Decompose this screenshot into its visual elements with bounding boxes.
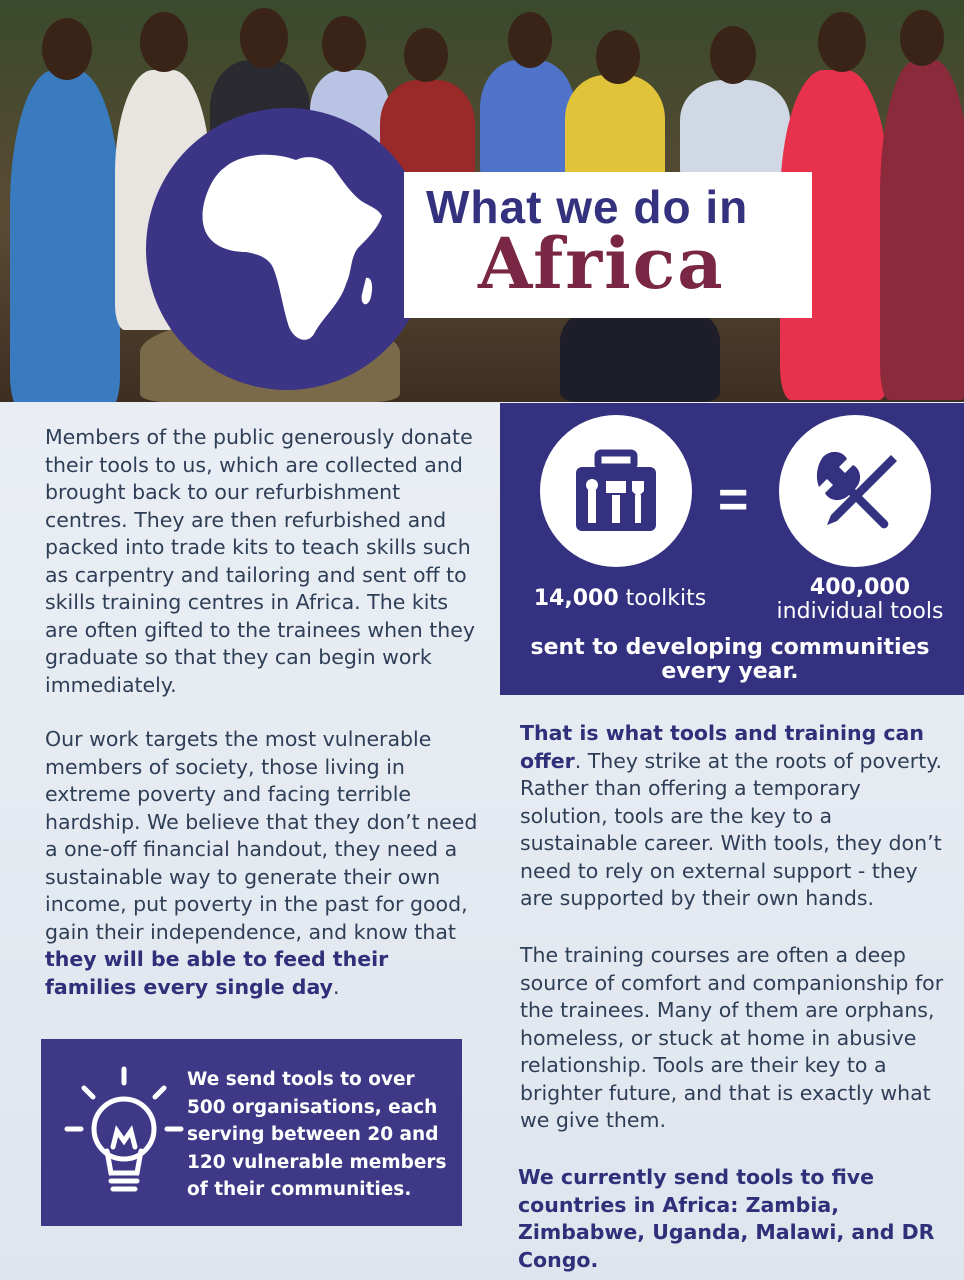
- tools-number: 400,000: [809, 575, 911, 600]
- title-line-1: What we do in: [426, 181, 749, 233]
- photo-head: [322, 16, 366, 72]
- right-paragraph-2: The training courses are often a deep source of comfort and companionship for the trainees. Many of them are orphans, homeless, or stuck at home in abusive relationship. Tools are their key to a brighter future, and that is exactly what we give them.: [520, 943, 944, 1132]
- photo-person: [480, 60, 575, 180]
- tools-stat: [760, 576, 960, 624]
- photo-head: [596, 30, 640, 84]
- africa-map-icon: [146, 108, 428, 390]
- toolkits-number: 14,000: [533, 586, 619, 611]
- wrench-screwdriver-icon: [779, 415, 931, 567]
- toolbox-circle: [540, 415, 692, 567]
- right-paragraph-1: [520, 720, 950, 913]
- title-box: [404, 172, 812, 318]
- left-paragraph-2: [45, 726, 485, 1001]
- stats-caption: sent to developing communities every year.: [530, 635, 930, 684]
- photo-head: [710, 26, 756, 84]
- lightbulb-icon: [41, 1039, 191, 1226]
- photo-head: [900, 10, 944, 66]
- photo-person: [680, 80, 790, 180]
- toolkits-stat: [520, 586, 720, 611]
- photo-head: [140, 12, 188, 72]
- africa-logo: [146, 108, 428, 390]
- photo-person: [565, 75, 665, 185]
- left-paragraph-2-emphasis: they will be able to feed their families every single day: [45, 947, 389, 999]
- right-paragraph-1-text: . They strike at the roots of poverty. Rather than offering a temporary solution, tools are the key to a sustainable career. With tools, they don’t need to rely on external support - they are supported by their own hands.: [520, 748, 942, 910]
- right-paragraph-1-emphasis: That is what tools and training can offer: [520, 721, 924, 773]
- left-paragraph-2-end: .: [333, 974, 340, 999]
- left-paragraph-1: Members of the public generously donate their tools to us, which are collected and brought back to our refurbishment centres. They are then refurbished and packed into trade kits to teach skills such as carpentry and tailoring and sent off to skills training centres in Africa. The kits are often gifted to the trainees when they graduate so that they can begin work immediately.: [45, 425, 476, 697]
- equals-sign: =: [718, 471, 749, 529]
- photo-head: [818, 12, 866, 72]
- photo-head: [404, 28, 448, 82]
- photo-head: [508, 12, 552, 68]
- photo-head: [42, 18, 92, 80]
- toolkits-label: toolkits: [625, 586, 707, 611]
- info-text: We send tools to over 500 organisations, each serving between 20 and 120 vulnerable members of their communities.: [187, 1069, 447, 1200]
- tools-label: individual tools: [776, 599, 944, 624]
- photo-person: [880, 60, 964, 400]
- right-paragraph-3: We currently send tools to five countries in Africa: Zambia, Zimbabwe, Uganda, Malawi, and DR Congo.: [518, 1165, 935, 1272]
- left-paragraph-2-text: Our work targets the most vulnerable members of society, those living in extreme poverty and facing terrible hardship. We believe that they don’t need a one-off financial handout, they need a sustainable way to generate their own income, put poverty in the past for good, gain their independence, and know that: [45, 727, 478, 944]
- title-line-2: Africa: [478, 222, 725, 305]
- tools-circle: [779, 415, 931, 567]
- photo-head: [240, 8, 288, 68]
- toolbox-icon: [540, 415, 692, 567]
- photo-person: [10, 70, 120, 402]
